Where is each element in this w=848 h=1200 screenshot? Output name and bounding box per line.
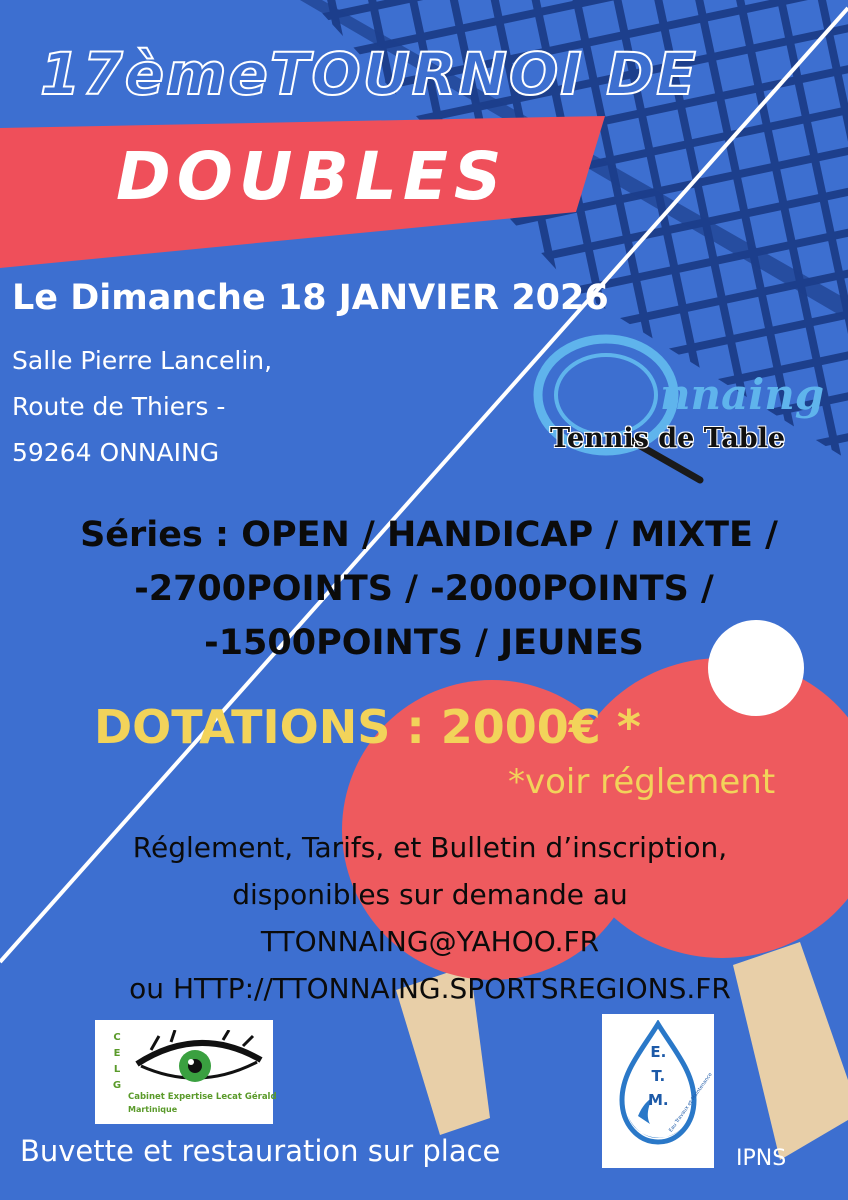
series-list bbox=[0, 508, 848, 670]
info-line: disponibles sur demande au bbox=[232, 878, 628, 911]
sponsor-celg-logo bbox=[95, 1020, 277, 1124]
registration-info bbox=[0, 824, 848, 1012]
address-line: Route de Thiers - bbox=[12, 392, 226, 421]
club-logo-script: nnaing bbox=[660, 370, 825, 419]
etm-tagline: Eau Travaux et Maintenance bbox=[668, 1071, 714, 1134]
address-line: 59264 ONNAING bbox=[12, 438, 220, 467]
contact-email[interactable]: TTONNAING@YAHOO.FR bbox=[260, 925, 600, 958]
website-link[interactable]: ou HTTP://TTONNAING.SPORTSREGIONS.FR bbox=[129, 972, 731, 1005]
celg-place: Martinique bbox=[128, 1105, 178, 1114]
footer-buvette: Buvette et restauration sur place bbox=[20, 1134, 501, 1168]
event-date: Le Dimanche 18 JANVIER 2026 bbox=[12, 278, 609, 318]
event-address bbox=[12, 338, 272, 476]
title-line-1: 17èmeTOURNOI DE bbox=[40, 40, 698, 108]
info-line: Réglement, Tarifs, et Bulletin d’inscription, bbox=[132, 831, 728, 864]
club-logo-subtitle: Tennis de Table bbox=[550, 423, 786, 454]
dotations-note: *voir réglement bbox=[508, 762, 776, 802]
eye-icon bbox=[131, 1030, 267, 1092]
celg-letters: C E L G bbox=[112, 1032, 122, 1091]
celg-name: Cabinet Expertise Lecat Gérald bbox=[128, 1092, 277, 1102]
etm-letters: E. T. M. bbox=[648, 1043, 669, 1109]
footer-ipns: IPNS bbox=[736, 1146, 787, 1171]
address-line: Salle Pierre Lancelin, bbox=[12, 346, 273, 375]
dotations-heading: DOTATIONS : 2000€ * bbox=[94, 700, 641, 754]
series-line: -2700POINTS / -2000POINTS / bbox=[134, 569, 714, 609]
sponsor-etm-logo bbox=[602, 1014, 714, 1168]
title-line-2: DOUBLES bbox=[116, 138, 508, 215]
series-line: -1500POINTS / JEUNES bbox=[204, 623, 644, 663]
series-line: Séries : OPEN / HANDICAP / MIXTE / bbox=[80, 515, 778, 555]
